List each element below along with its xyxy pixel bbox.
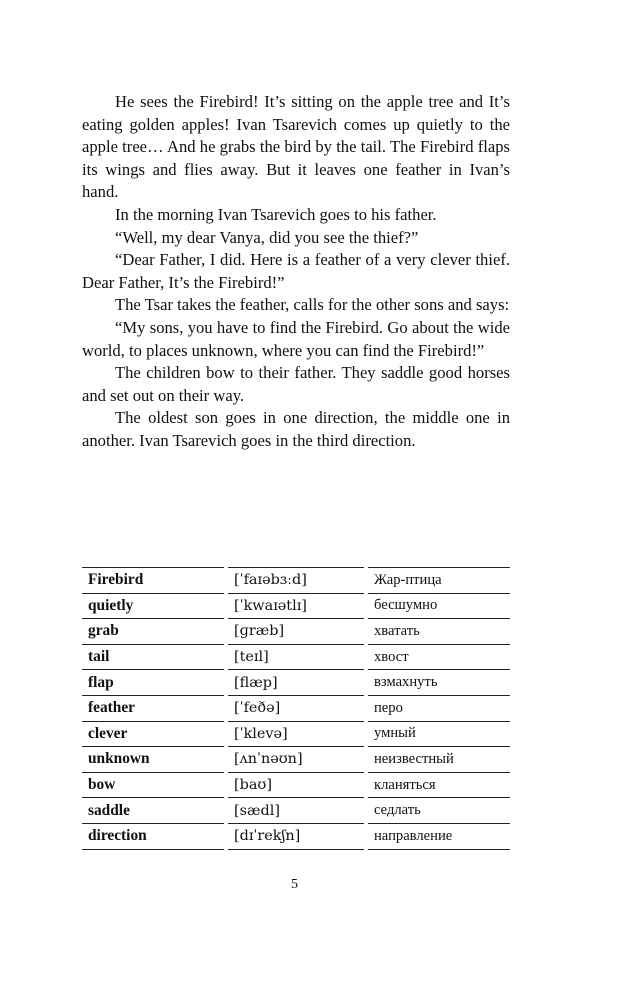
vocab-translation: неизвестный (368, 747, 510, 773)
vocab-word: direction (82, 824, 224, 850)
vocabulary-row (82, 696, 510, 722)
vocab-translation: седлать (368, 798, 510, 824)
vocab-translation: хвост (368, 645, 510, 671)
vocabulary-table (78, 567, 514, 850)
vocab-word: feather (82, 696, 224, 722)
vocab-transcription: [ʌnˈnəʊn] (228, 747, 364, 773)
page-number: 5 (291, 877, 298, 892)
story-text (82, 91, 510, 453)
story-paragraph: “Well, my dear Vanya, did you see the thief?” (115, 227, 419, 247)
vocabulary-row (82, 645, 510, 671)
vocab-transcription: [ˈfaɪəbɜːd] (228, 567, 364, 594)
vocab-translation: Жар-птица (368, 567, 510, 594)
story-paragraph: He sees the Firebird! It’s sitting on the apple tree and It’s eating golden apples! Ivan Tsarevich comes up quietly to the apple tree… And he grabs the bird by the tail. The Firebird flaps its wings and flies away. But it leaves one feather in Ivan’s hand. (82, 92, 510, 202)
vocabulary-row (82, 824, 510, 850)
vocab-translation: взмахнуть (368, 670, 510, 696)
vocabulary-row (82, 773, 510, 799)
vocab-word: Firebird (82, 567, 224, 594)
vocab-translation: хватать (368, 619, 510, 645)
vocab-transcription: [flæp] (228, 670, 364, 696)
vocab-translation: бесшумно (368, 594, 510, 620)
vocab-translation: умный (368, 722, 510, 748)
story-paragraph: In the morning Ivan Tsarevich goes to his father. (115, 204, 437, 224)
vocab-word: grab (82, 619, 224, 645)
vocab-translation: направление (368, 824, 510, 850)
vocab-transcription: [ɡræb] (228, 619, 364, 645)
vocab-transcription: [teɪl] (228, 645, 364, 671)
story-paragraph: The Tsar takes the feather, calls for the other sons and says: (115, 295, 510, 315)
vocabulary-row (82, 722, 510, 748)
vocab-word: unknown (82, 747, 224, 773)
vocab-word: saddle (82, 798, 224, 824)
vocab-transcription: [baʊ] (228, 773, 364, 799)
story-paragraph: “Dear Father, I did. Here is a feather of a very clever thief. Dear Father, It’s the Firebird!” (82, 250, 510, 292)
story-paragraph: The oldest son goes in one direction, the middle one in another. Ivan Tsarevich goes in the third direction. (82, 408, 510, 450)
vocab-word: tail (82, 645, 224, 671)
story-paragraph: “My sons, you have to find the Firebird. Go about the wide world, to places unknown, where you can find the Firebird!” (82, 317, 510, 360)
vocab-transcription: [sædl] (228, 798, 364, 824)
vocab-translation: кланяться (368, 773, 510, 799)
vocabulary-row (82, 747, 510, 773)
vocab-transcription: [ˈfeðə] (228, 696, 364, 722)
vocab-translation: перо (368, 696, 510, 722)
vocab-word: quietly (82, 594, 224, 620)
vocab-transcription: [dɪˈrekʃn] (228, 824, 364, 850)
vocabulary-row (82, 670, 510, 696)
vocab-transcription: [ˈklevə] (228, 722, 364, 748)
vocab-transcription: [ˈkwaɪətlɪ] (228, 594, 364, 620)
vocabulary-row (82, 798, 510, 824)
vocab-word: flap (82, 670, 224, 696)
story-paragraph: The children bow to their father. They saddle good horses and set out on their way. (82, 363, 510, 405)
vocabulary-row (82, 567, 510, 594)
vocabulary-row (82, 619, 510, 645)
vocab-word: clever (82, 722, 224, 748)
vocab-word: bow (82, 773, 224, 799)
vocabulary-row (82, 594, 510, 620)
